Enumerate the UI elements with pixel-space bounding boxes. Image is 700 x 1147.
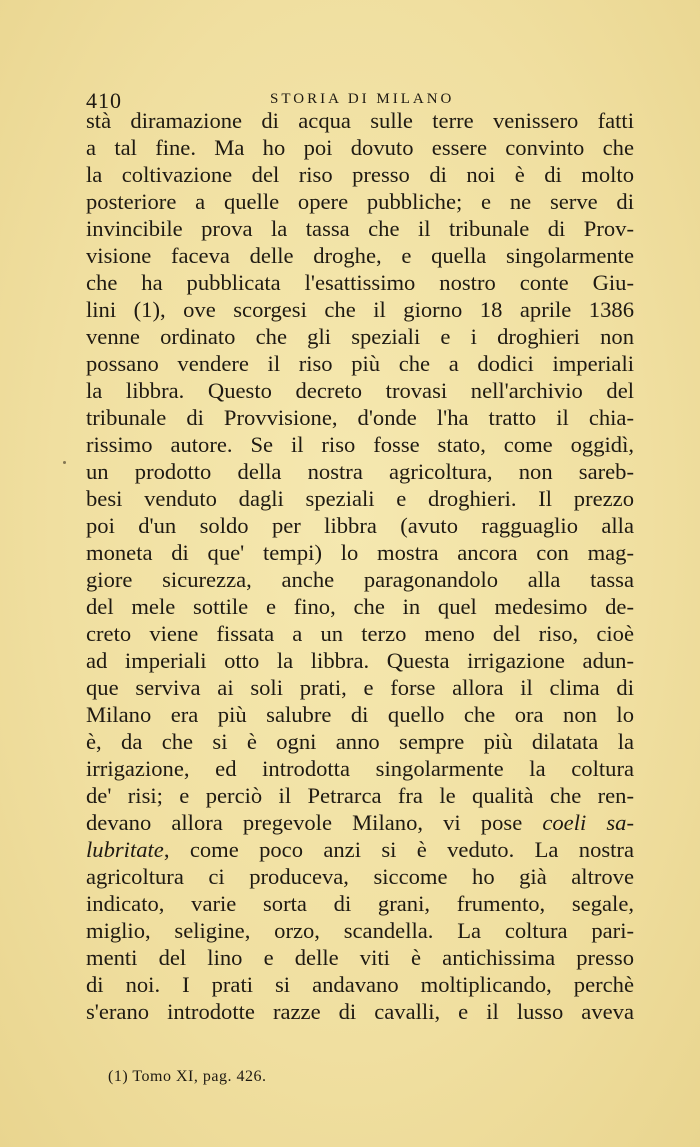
text-line: possano vendere il riso più che a dodici imperiali: [86, 351, 634, 376]
page-number: 410: [86, 88, 122, 113]
text-line: la libbra. Questo decreto trovasi nell'archivio del: [86, 378, 634, 403]
italic-latin-phrase: coeli sa-: [542, 810, 634, 835]
text-line: que serviva ai soli prati, e forse allora il clima di: [86, 675, 634, 700]
text-line: agricoltura ci produceva, siccome ho già altrove: [86, 864, 634, 889]
text-line: tribunale di Provvisione, d'onde l'ha tratto il chia-: [86, 405, 634, 430]
text-line: moneta di que' tempi) lo mostra ancora con mag-: [86, 540, 634, 565]
text-line: giore sicurezza, anche paragonandolo alla tassa: [86, 567, 634, 592]
text-line: besi venduto dagli speziali e droghieri. Il prezzo: [86, 486, 634, 511]
text-segment: devano allora pregevole Milano, vi pose: [86, 810, 523, 835]
text-line: venne ordinato che gli speziali e i droghieri non: [86, 324, 634, 349]
text-line: la coltivazione del riso presso di noi è di molto: [86, 162, 634, 187]
text-line: ad imperiali otto la libbra. Questa irrigazione adun-: [86, 648, 634, 673]
text-segment: , come poco anzi si è veduto. La nostra: [163, 837, 634, 862]
text-line-with-italic: [86, 836, 634, 863]
text-line: invincibile prova la tassa che il tribunale di Prov-: [86, 216, 634, 241]
text-line: miglio, seligine, orzo, scandella. La coltura pari-: [86, 918, 634, 943]
body-text: [86, 107, 634, 1025]
text-line: a tal fine. Ma ho poi dovuto essere convinto che: [86, 135, 634, 160]
text-line: visione faceva delle droghe, e quella singolarmente: [86, 243, 634, 268]
text-line: Milano era più salubre di quello che ora non lo: [86, 702, 634, 727]
text-line: del mele sottile e fino, che in quel medesimo de-: [86, 594, 634, 619]
text-line: di noi. I prati si andavano moltiplicando, perchè: [86, 972, 634, 997]
margin-mark: [63, 461, 66, 464]
text-line: s'erano introdotte razze di cavalli, e il lusso aveva: [86, 999, 634, 1024]
italic-latin-phrase-continued: lubritate: [86, 837, 164, 862]
text-line: posteriore a quelle opere pubbliche; e ne serve di: [86, 189, 634, 214]
text-line: stà diramazione di acqua sulle terre venissero fatti: [86, 108, 634, 133]
text-line-with-italic: [86, 809, 634, 836]
running-title: STORIA DI MILANO: [270, 91, 455, 107]
text-line: lini (1), ove scorgesi che il giorno 18 aprile 1386: [86, 297, 634, 322]
text-line: è, da che si è ogni anno sempre più dilatata la: [86, 729, 634, 754]
text-line: creto viene fissata a un terzo meno del riso, cioè: [86, 621, 634, 646]
footnote: (1) Tomo XI, pag. 426.: [108, 1068, 267, 1085]
text-line: menti del lino e delle viti è antichissima presso: [86, 945, 634, 970]
text-line: un prodotto della nostra agricoltura, non sareb-: [86, 459, 634, 484]
text-line: indicato, varie sorta di grani, frumento, segale,: [86, 891, 634, 916]
text-line: poi d'un soldo per libbra (avuto ragguaglio alla: [86, 513, 634, 538]
text-line: de' risi; e perciò il Petrarca fra le qualità che ren-: [86, 783, 634, 808]
text-line: che ha pubblicata l'esattissimo nostro conte Giu-: [86, 270, 634, 295]
text-line: rissimo autore. Se il riso fosse stato, come oggidì,: [86, 432, 634, 457]
text-line: irrigazione, ed introdotta singolarmente la coltura: [86, 756, 634, 781]
